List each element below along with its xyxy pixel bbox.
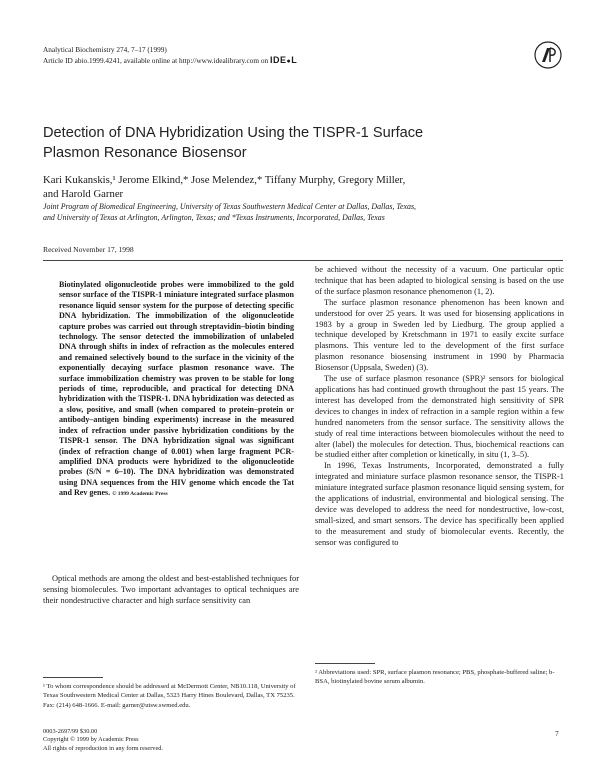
abstract: [59, 280, 294, 500]
footnote-1-text: ¹ To whom correspondence should be addressed at McDermott Center, NB10.118, University of Texas Southwestern Medical Center at Dallas, 5323 Harry Hines Boulevard, Dallas, TX 75235. Fax: (214) 648-1666. E-mail: garner@utsw.swmed.edu.: [43, 683, 296, 709]
affiliation-line-1: Joint Program of Biomedical Engineering, University of Texas Southwestern Medical Center at Dallas, Dallas, Texas,: [43, 202, 417, 211]
author-list: [43, 173, 563, 201]
journal-header: [43, 45, 297, 67]
abstract-text: Biotinylated oligonucleotide probes were immobilized to the gold sensor surface of the TISPR-1 miniature integrated surface plasmon resonance liquid sensor system for the purpose of detecting specific DNA hybridization. The immobilization of the oligonucleotide capture probes was carried out through streptavidin–biotin binding technology. The sensor detected the immobilization of unlabeled DNA through shifts in index of refraction as the molecules entered and remained selectively bound to the surface in the vicinity of the exponentially decaying surface plasmon resonance wave. The surface immobilization chemistry was proven to be stable for long periods of time, reproducible, and practical for detecting DNA hybridization with the TISPR-1. DNA hybridization was detected as a slow, positive, and small (when compared to protein–protein or antibody–antigen binding experiments) increase in the measured index of refraction under passive hybridization conditions by the TISPR-1 sensor. The DNA hybridization signal was significant (index of refraction change of 0.001) when large fragment PCR-amplified DNA products were hybridized to the oligonucleotide probes (S/N = 6–10). The DNA hybridization was demonstrated using DNA sequences from the HIV genome which encode the Tat and Rev genes.: [59, 280, 294, 498]
authors-line-1: Kari Kukanskis,¹ Jerome Elkind,* Jose Melendez,* Tiffany Murphy, Gregory Miller,: [43, 174, 406, 186]
right-column: [315, 265, 564, 549]
footer-copyright: Copyright © 1999 by Academic Press: [43, 736, 139, 744]
intro-paragraph: Optical methods are among the oldest and best-established techniques for sensing biomolecules. Two important advantages to optical techniques are their nondestructive character and high surface sensitivity can: [43, 574, 299, 605]
article-title: [43, 123, 563, 163]
received-date: Received November 17, 1998: [43, 245, 134, 254]
paragraph-2: The surface plasmon resonance phenomenon has been known and understood for over 25 years. It was used for biosensing applications in 1983 by a group in Sweden led by Liedburg. The group applied a technique developed by Kretschmann in 1971 to easily excite surface plasmons. This venture led to the development of the first surface plasmon resonance biosensing instrument in 1990 by Pharmacia Biosensor (Uppsala, Sweden) (3).: [315, 297, 564, 373]
article-id-text: Article ID abio.1999.4241, available online at http://www.idealibrary.com on: [43, 56, 269, 65]
authors-line-2: and Harold Garner: [43, 188, 124, 200]
paragraph-3: The use of surface plasmon resonance (SPR)² sensors for biological applications has had continued growth throughout the past 15 years. The interest has developed from the demonstrated high sensitivity of SPR devices to changes in index of refraction in a sample region within a few hundred nanometers from the sensor surface. The sensitivity allows the study of real time interactions between biomolecules without the need to alter (label) the molecules for detection. Thus, biochemical reactions can be studied either after completion or kinetically, in situ (1, 3–5).: [315, 374, 564, 460]
paragraph-4: In 1996, Texas Instruments, Incorporated, demonstrated a fully integrated and miniature surface plasmon resonance sensor, the TISPR-1 miniature integrated surface plasmon resonance liquid sensing system, for the applications of industrial, environmental and biological sensing. The device was developed to address the need for nondestructive, low-cost, small-sized, and smart sensors. The device has specifically been applied to the measurement and study of biomolecular events. Recently, the sensor was configured to: [315, 461, 564, 547]
footer-rights: All rights of reproduction in any form reserved.: [43, 744, 163, 752]
title-line-2: Plasmon Resonance Biosensor: [43, 145, 247, 161]
footer-price: 0003-2697/99 $30.00: [43, 728, 98, 735]
academic-press-logo: [533, 40, 563, 70]
affiliation-line-2: and University of Texas at Arlington, Arlington, Texas; and *Texas Instruments, Incorporated, Dallas, Texas: [43, 213, 385, 222]
footnote-rule-right: [315, 663, 375, 664]
footnote-1: [43, 677, 299, 710]
footnote-2: [315, 663, 564, 687]
title-line-1: Detection of DNA Hybridization Using the TISPR-1 Surface: [43, 125, 424, 141]
footnote-2-text: ² Abbreviations used: SPR, surface plasmon resonance; PBS, phosphate-buffered saline; b-BSA, biotinylated bovine serum albumin.: [315, 669, 555, 686]
page-number: 7: [555, 729, 559, 738]
copyright-footer: [43, 728, 163, 753]
ideal-logo: IDE●L: [270, 55, 298, 65]
journal-citation: Analytical Biochemistry 274, 7–17 (1999): [43, 45, 167, 54]
affiliation: [43, 201, 563, 223]
header-rule: [43, 260, 563, 261]
abstract-copyright: © 1999 Academic Press: [112, 491, 168, 498]
article-id-line: [43, 55, 297, 67]
paragraph-1: be achieved without the necessity of a vacuum. One particular optic technique that has been adapted to biological sensing is based on the use of the surface plasmon resonance phenomenon (1, 2).: [315, 265, 564, 296]
footnote-rule: [43, 677, 103, 678]
